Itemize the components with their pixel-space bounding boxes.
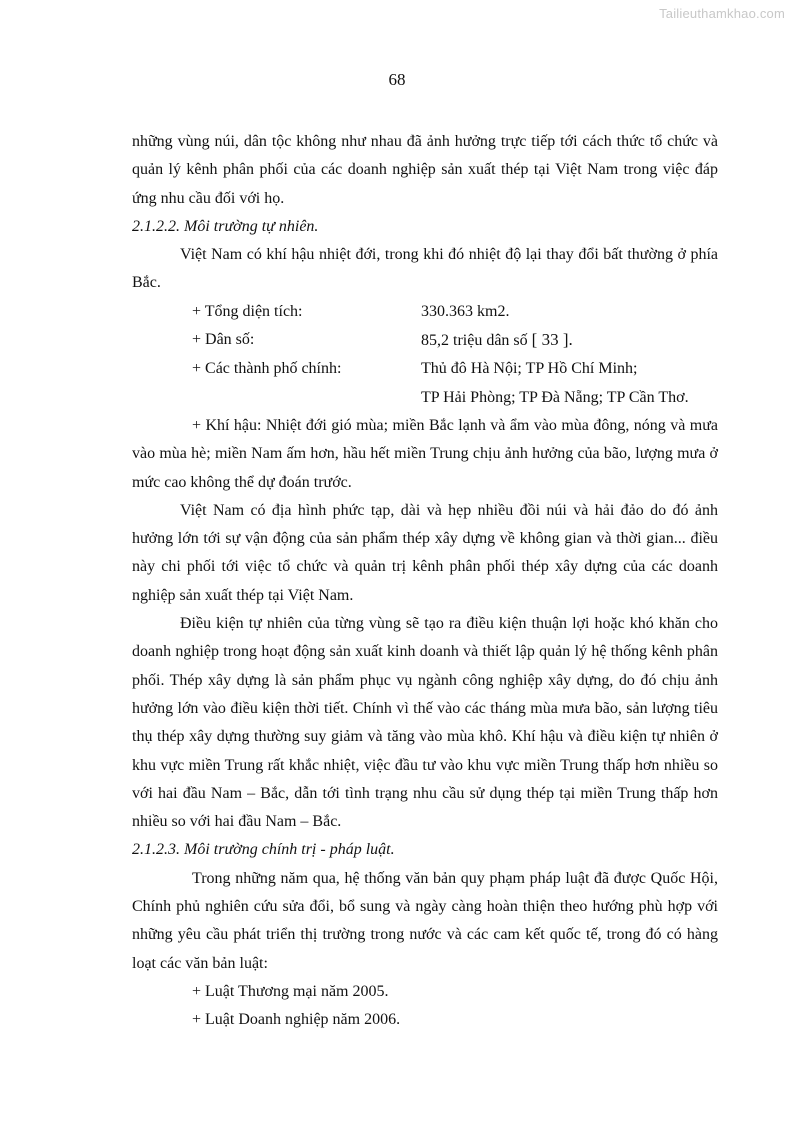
fact-row-area xyxy=(132,298,718,326)
paragraph-intro: những vùng núi, dân tộc không như nhau đã ảnh hưởng trực tiếp tới cách thức tổ chức và quản lý kênh phân phối của các doanh nghiệp sản xuất thép tại Việt Nam trong việc đáp ứng nhu cầu đối với họ. xyxy=(132,133,718,207)
page-number: 68 xyxy=(388,70,406,89)
law-list-item: + Luật Thương mại năm 2005. xyxy=(192,982,389,1000)
fact-label: + Dân số: xyxy=(192,331,255,349)
paragraph-natural-conditions: Điều kiện tự nhiên của từng vùng sẽ tạo ra điều kiện thuận lợi hoặc khó khăn cho doanh nghiệp trong hoạt động sản xuất kinh doanh và thiết lập quản lý hệ thống kênh phân phối. Thép xây dựng là sản phẩm phục vụ ngành công nghiệp xây dựng, do đó chịu ảnh hưởng lớn vào điều kiện thời tiết. Chính vì thế vào các tháng mùa mưa bão, sản lượng tiêu thụ thép xây dựng thường suy giảm và tăng vào mùa khô. Khí hậu và điều kiện tự nhiên ở khu vực miền Trung rất khắc nhiệt, việc đầu tư vào khu vực miền Trung thấp hơn nhiều so với hai đầu Nam – Bắc, dẫn tới tình trạng nhu cầu sử dụng thép tại miền Trung thấp hơn nhiều so với hai đầu Nam – Bắc. xyxy=(132,615,718,831)
watermark: Tailieuthamkhao.com xyxy=(659,6,785,21)
paragraph-climate: Việt Nam có khí hậu nhiệt đới, trong khi đó nhiệt độ lại thay đổi bất thường ở phía Bắc. xyxy=(132,246,718,292)
fact-row-population xyxy=(132,326,718,355)
fact-label: + Tổng diện tích: xyxy=(192,302,303,320)
fact-row-cities-continued xyxy=(132,384,718,412)
section-heading-natural-environment: 2.1.2.2. Môi trường tự nhiên. xyxy=(132,217,319,235)
paragraph-legal-system: Trong những năm qua, hệ thống văn bản quy phạm pháp luật đã được Quốc Hội, Chính phủ nghiên cứu sửa đổi, bổ sung và ngày càng hoàn thiện theo hướng phù hợp với những yêu cầu phát triển thị trường trong nước và các cam kết quốc tế, trong đó có hàng loạt các văn bản luật: xyxy=(132,869,718,972)
fact-value: Thủ đô Hà Nội; TP Hồ Chí Minh; xyxy=(421,360,638,378)
fact-value: 330.363 km2. xyxy=(421,302,510,320)
paragraph-terrain: Việt Nam có địa hình phức tạp, dài và hẹp nhiều đồi núi và hải đảo do đó ảnh hưởng lớn tới sự vận động của sản phẩm thép xây dựng về không gian và thời gian... điều này chi phối tới việc tổ chức và quản trị kênh phân phối thép xây dựng của các doanh nghiệp sản xuất thép tại Việt Nam. xyxy=(132,501,718,604)
section-heading-political-legal: 2.1.2.3. Môi trường chính trị - pháp luật. xyxy=(132,841,395,859)
fact-row-cities xyxy=(132,355,718,383)
citation: [ 33 ]. xyxy=(531,330,573,350)
paragraph-weather: + Khí hậu: Nhiệt đới gió mùa; miền Bắc lạnh và ẩm vào mùa đông, nóng và mưa vào mùa hè; miền Nam ấm hơn, hầu hết miền Trung chịu ảnh hưởng của bão, lượng mưa ở mức cao không thể dự đoán trước. xyxy=(132,416,718,491)
fact-value: TP Hải Phòng; TP Đà Nẵng; TP Cần Thơ. xyxy=(421,388,689,406)
population-value: 85,2 triệu dân số xyxy=(421,332,528,350)
document-body xyxy=(132,128,718,1035)
fact-label: + Các thành phố chính: xyxy=(192,360,342,378)
law-list-item: + Luật Doanh nghiệp năm 2006. xyxy=(192,1011,401,1029)
fact-value xyxy=(421,326,718,355)
